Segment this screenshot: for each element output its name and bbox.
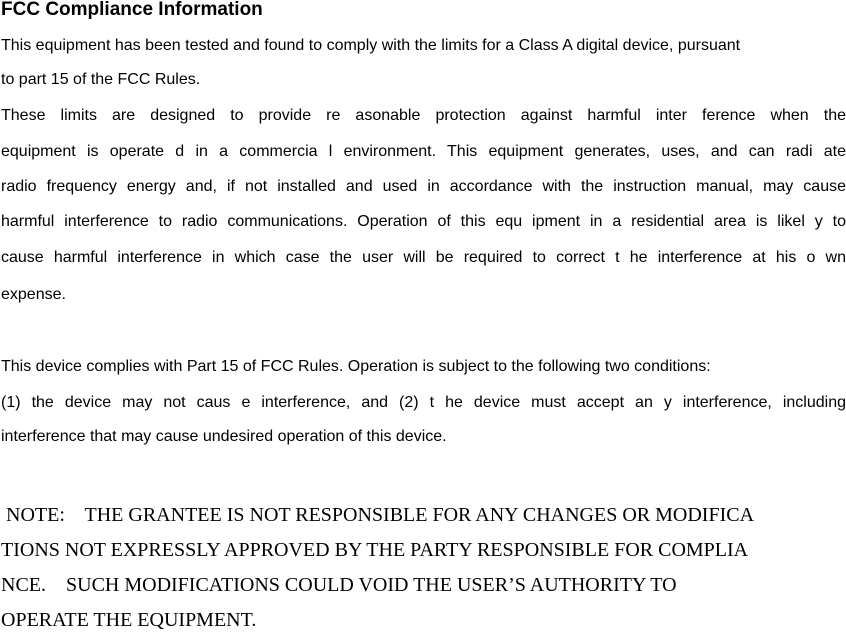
note-line-3: NCE. SUCH MODIFICATIONS COULD VOID THE USER’S AUTHORITY TO xyxy=(1,574,677,596)
paragraph1-line-1: This equipment has been tested and found to comply with the limits for a Class A digital device, pursuant xyxy=(1,37,741,54)
paragraph2-line-3: radio frequency energy and, if not installed and used in accordance with the instruction manual, may cause xyxy=(1,178,846,195)
note-line-2: TIONS NOT EXPRESSLY APPROVED BY THE PARTY RESPONSIBLE FOR COMPLIA xyxy=(1,539,749,561)
paragraph2-line-2: equipment is operate d in a commercia l environment. This equipment generates, uses, and can radi ate xyxy=(1,143,846,160)
note-line-4: OPERATE THE EQUIPMENT. xyxy=(1,609,257,631)
paragraph3-line-3: interference that may cause undesired operation of this device. xyxy=(1,428,447,445)
document-title: FCC Compliance Information xyxy=(1,0,263,20)
paragraph3-line-2: (1) the device may not caus e interference, and (2) t he device must accept an y interference, including xyxy=(1,394,846,411)
paragraph2-line-1: These limits are designed to provide re asonable protection against harmful inter ference when the xyxy=(1,107,846,124)
paragraph1-line-2: to part 15 of the FCC Rules. xyxy=(1,71,201,88)
paragraph2-line-4: harmful interference to radio communications. Operation of this equ ipment in a residential area is likel y to xyxy=(1,213,846,230)
paragraph3-line-1: This device complies with Part 15 of FCC Rules. Operation is subject to the following two conditions: xyxy=(1,358,711,375)
note-line-1: NOTE: THE GRANTEE IS NOT RESPONSIBLE FOR ANY CHANGES OR MODIFICA xyxy=(1,504,755,526)
paragraph2-line-5: cause harmful interference in which case the user will be required to correct t he interference at his o wn xyxy=(1,249,846,266)
paragraph2-line-6: expense. xyxy=(1,286,66,303)
